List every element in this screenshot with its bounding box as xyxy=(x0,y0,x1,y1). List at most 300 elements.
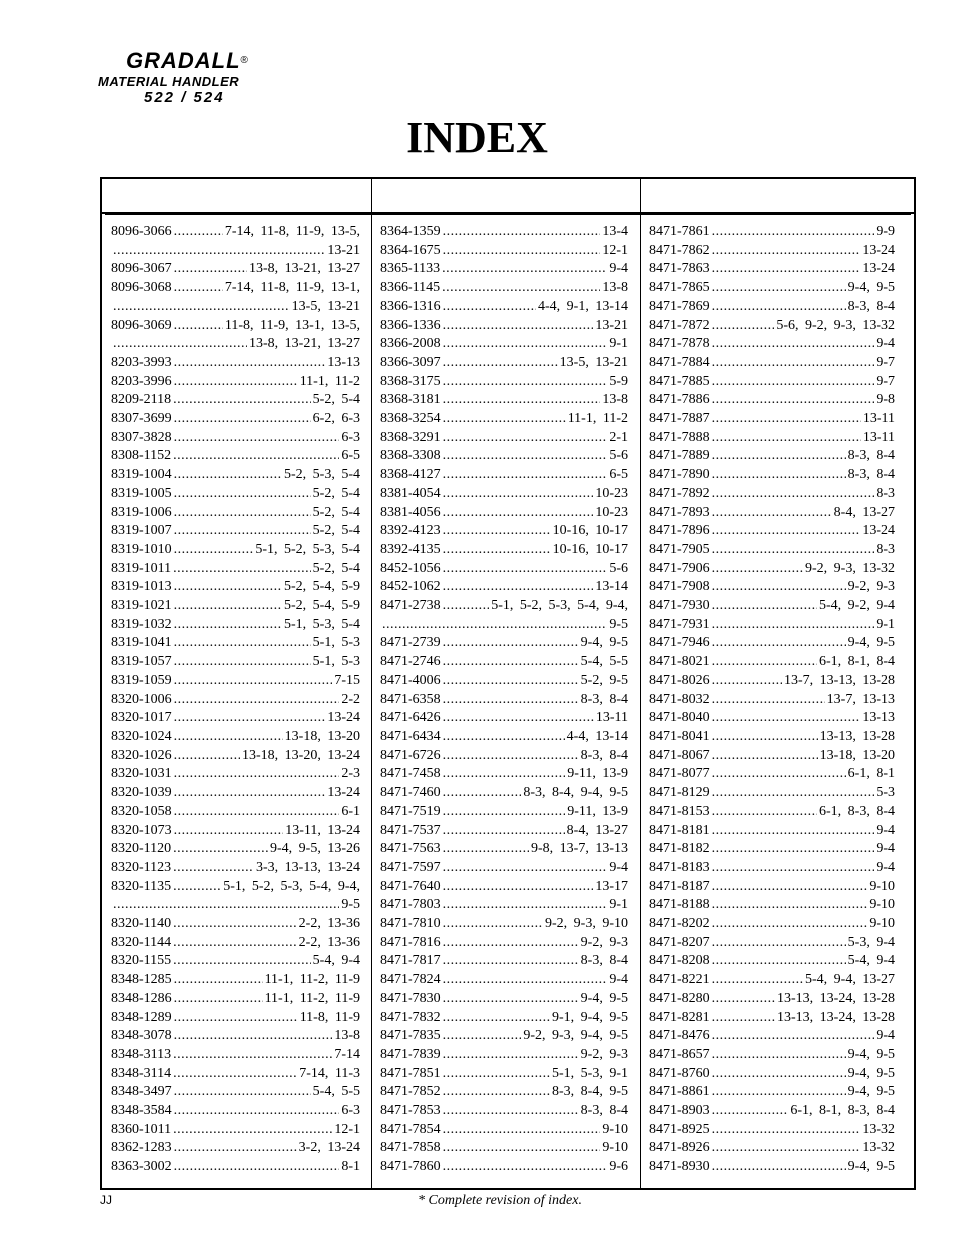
dot-leader xyxy=(712,616,875,635)
part-number: 8452-1062 xyxy=(380,579,441,595)
part-number: 8096-3069 xyxy=(111,317,172,333)
index-entry xyxy=(649,896,895,915)
page-references: 11-1, 11-2 xyxy=(299,373,360,389)
dot-leader xyxy=(712,541,875,560)
part-number: 8319-1007 xyxy=(111,523,172,539)
dot-leader xyxy=(712,317,775,336)
dot-leader xyxy=(443,934,579,953)
part-number: 8471-8077 xyxy=(649,766,710,782)
part-number: 8471-7858 xyxy=(380,1140,441,1156)
page-references: 5-9 xyxy=(609,373,628,389)
index-entry xyxy=(649,1139,895,1158)
dot-leader xyxy=(443,1139,601,1158)
dot-leader xyxy=(443,410,566,429)
part-number: 8471-7597 xyxy=(380,859,441,875)
index-entry xyxy=(380,410,628,429)
index-entry xyxy=(111,747,360,766)
index-entry xyxy=(649,784,895,803)
index-entry xyxy=(380,1027,628,1046)
page-references: 8-1 xyxy=(341,1159,360,1175)
index-entry xyxy=(111,597,360,616)
part-number: 8471-8280 xyxy=(649,990,710,1006)
dot-leader xyxy=(443,223,601,242)
dot-leader xyxy=(712,1139,861,1158)
part-number: 8348-3584 xyxy=(111,1103,172,1119)
page-references: 9-6 xyxy=(609,1159,628,1175)
dot-leader xyxy=(174,803,340,822)
index-entry xyxy=(111,485,360,504)
index-entry xyxy=(111,840,360,859)
dot-leader xyxy=(174,1139,297,1158)
dot-leader xyxy=(443,672,579,691)
index-entry xyxy=(380,560,628,579)
page-references: 13-24 xyxy=(327,785,360,801)
page-references: 5-2, 5-4, 5-9 xyxy=(284,579,360,595)
page-references: 6-1, 8-1 xyxy=(847,766,895,782)
index-entry xyxy=(649,354,895,373)
part-number: 8368-4127 xyxy=(380,467,441,483)
part-number: 8366-3097 xyxy=(380,354,441,370)
index-entry xyxy=(111,1027,360,1046)
index-entry xyxy=(111,298,360,317)
page-references: 8-3, 8-4 xyxy=(580,691,628,707)
index-entry xyxy=(111,560,360,579)
dot-leader xyxy=(712,822,875,841)
part-number: 8471-8207 xyxy=(649,934,710,950)
page-references: 5-3, 9-4 xyxy=(847,934,895,950)
part-number: 8471-6358 xyxy=(380,691,441,707)
dot-leader xyxy=(173,447,339,466)
part-number: 8471-7852 xyxy=(380,1084,441,1100)
dot-leader xyxy=(174,990,263,1009)
index-column-1 xyxy=(111,223,360,1177)
page-references: 5-6 xyxy=(609,560,628,576)
part-number: 8348-1285 xyxy=(111,972,172,988)
page-references: 2-1 xyxy=(609,429,628,445)
page-references: 13-24 xyxy=(327,710,360,726)
page-title: INDEX xyxy=(406,113,548,162)
index-entry xyxy=(380,1102,628,1121)
page-references: 7-14, 11-8, 11-9, 13-5, xyxy=(224,224,360,239)
page-references: 5-6 xyxy=(609,448,628,464)
page-references: 4-4, 13-14 xyxy=(566,728,628,744)
dot-leader xyxy=(443,971,608,990)
page-references: 9-4, 9-5, 13-26 xyxy=(270,841,360,857)
index-entry xyxy=(380,279,628,298)
dot-leader xyxy=(443,242,601,261)
dot-leader xyxy=(174,634,311,653)
page-references: 4-4, 9-1, 13-14 xyxy=(538,298,628,314)
page-references: 5-4, 5-5 xyxy=(312,1084,360,1100)
part-number: 8348-1286 xyxy=(111,990,172,1006)
part-number: 8471-8153 xyxy=(649,803,710,819)
part-number: 8471-8026 xyxy=(649,672,710,688)
index-entry xyxy=(380,952,628,971)
dot-leader xyxy=(443,859,608,878)
page-references: 13-13, 13-28 xyxy=(819,728,895,744)
index-entry xyxy=(111,915,360,934)
part-number: 8471-7839 xyxy=(380,1046,441,1062)
page-references: 13-13 xyxy=(327,354,360,370)
page-references: 9-4 xyxy=(876,822,895,838)
dot-leader xyxy=(173,934,297,953)
dot-leader xyxy=(443,822,565,841)
index-entry xyxy=(649,1121,895,1140)
page-references: 5-2, 5-4 xyxy=(312,392,360,408)
dot-leader xyxy=(712,279,846,298)
page-references: 6-3 xyxy=(341,429,360,445)
page-references: 5-2, 5-4 xyxy=(312,523,360,539)
part-number: 8471-7908 xyxy=(649,579,710,595)
page-references: 6-1, 8-1, 8-3, 8-4 xyxy=(790,1103,895,1119)
dot-leader xyxy=(712,1046,846,1065)
page-references: 8-4, 13-27 xyxy=(833,504,895,520)
dot-leader xyxy=(712,560,803,579)
dot-leader xyxy=(712,447,846,466)
index-entry xyxy=(111,634,360,653)
part-number: 8471-7640 xyxy=(380,878,441,894)
part-number: 8319-1013 xyxy=(111,579,172,595)
page-references: 9-4, 9-5 xyxy=(580,635,628,651)
dot-leader xyxy=(443,691,579,710)
dot-leader xyxy=(173,878,221,897)
index-entry xyxy=(111,990,360,1009)
dot-leader xyxy=(174,373,298,392)
dot-leader xyxy=(443,1046,579,1065)
page-references: 13-8, 13-21, 13-27 xyxy=(249,336,360,352)
page-references: 11-1, 11-2, 11-9 xyxy=(264,990,360,1006)
part-number: 8471-7824 xyxy=(380,972,441,988)
page-references: 9-1, 9-4, 9-5 xyxy=(552,1009,628,1025)
index-entry xyxy=(380,578,628,597)
header-rule xyxy=(105,214,911,215)
dot-leader xyxy=(443,1065,550,1084)
page-references: 9-7 xyxy=(876,354,895,370)
dot-leader xyxy=(443,728,565,747)
page-references: 13-5, 13-21 xyxy=(291,298,360,314)
index-entry xyxy=(380,354,628,373)
page-references: 8-4, 13-27 xyxy=(566,822,628,838)
dot-leader xyxy=(712,1009,775,1028)
page-references: 9-4 xyxy=(609,261,628,277)
part-number: 8319-1005 xyxy=(111,485,172,501)
index-entry xyxy=(380,447,628,466)
part-number: 8381-4054 xyxy=(380,485,441,501)
dot-leader xyxy=(443,578,594,597)
dot-leader xyxy=(443,298,536,317)
part-number: 8471-7460 xyxy=(380,785,441,801)
index-entry xyxy=(111,1102,360,1121)
part-number: 8471-7886 xyxy=(649,392,710,408)
part-number: 8471-8129 xyxy=(649,785,710,801)
index-entry xyxy=(649,541,895,560)
part-number: 8471-8476 xyxy=(649,1028,710,1044)
page-references: 2-2, 13-36 xyxy=(298,934,360,950)
index-entry xyxy=(380,223,628,242)
page-references: 9-4 xyxy=(876,336,895,352)
part-number: 8319-1057 xyxy=(111,654,172,670)
index-entry xyxy=(649,1102,895,1121)
index-entry xyxy=(111,934,360,953)
index-entry xyxy=(111,1139,360,1158)
dot-leader xyxy=(712,728,818,747)
page-references: 7-14 xyxy=(334,1046,360,1062)
dot-leader xyxy=(174,354,326,373)
logo-model: 522 / 524 xyxy=(144,89,225,106)
index-entry xyxy=(649,447,895,466)
dot-leader xyxy=(712,747,818,766)
part-number: 8471-2738 xyxy=(380,598,441,614)
page-references: 8-3, 8-4, 9-4, 9-5 xyxy=(523,785,628,801)
part-number: 8348-3497 xyxy=(111,1084,172,1100)
page-references: 9-8, 13-7, 13-13 xyxy=(531,841,628,857)
dot-leader xyxy=(712,634,846,653)
part-number: 8320-1120 xyxy=(111,841,172,857)
dot-leader xyxy=(443,522,551,541)
page-references: 8-3, 8-4 xyxy=(847,467,895,483)
part-number: 8471-8181 xyxy=(649,822,710,838)
dot-leader xyxy=(443,317,594,336)
page-references: 13-8 xyxy=(334,1028,360,1044)
index-entry xyxy=(111,242,360,261)
index-entry xyxy=(380,317,628,336)
gradall-logo xyxy=(98,50,298,106)
page-references: 8-3 xyxy=(876,541,895,557)
page-references: 13-8, 13-21, 13-27 xyxy=(249,261,360,277)
page-references: 13-18, 13-20 xyxy=(284,728,360,744)
part-number: 8471-7816 xyxy=(380,934,441,950)
part-number: 8319-1021 xyxy=(111,598,172,614)
part-number: 8307-3699 xyxy=(111,411,172,427)
index-entry xyxy=(380,653,628,672)
part-number: 8471-8760 xyxy=(649,1065,710,1081)
page-references: 7-14, 11-3 xyxy=(299,1065,360,1081)
dot-leader xyxy=(174,709,326,728)
page-references: 13-32 xyxy=(862,1140,895,1156)
page-references: 12-1 xyxy=(602,242,628,258)
part-number: 8348-1289 xyxy=(111,1009,172,1025)
page-references: 7-15 xyxy=(334,672,360,688)
page-references: 13-18, 13-20 xyxy=(819,747,895,763)
part-number: 8368-3291 xyxy=(380,429,441,445)
dot-leader xyxy=(174,784,326,803)
part-number: 8364-1675 xyxy=(380,242,441,258)
page-references: 13-18, 13-20, 13-24 xyxy=(242,747,360,763)
index-entry xyxy=(111,447,360,466)
dot-leader xyxy=(382,616,607,635)
part-number: 8320-1006 xyxy=(111,691,172,707)
dot-leader xyxy=(174,522,311,541)
page-references: 9-11, 13-9 xyxy=(567,803,628,819)
page-references: 9-4, 9-5 xyxy=(847,635,895,651)
page-references: 6-2, 6-3 xyxy=(312,411,360,427)
dot-leader xyxy=(113,298,290,317)
index-entry xyxy=(111,709,360,728)
index-entry xyxy=(111,429,360,448)
page-references: 10-23 xyxy=(595,485,628,501)
part-number: 8348-3078 xyxy=(111,1028,172,1044)
dot-leader xyxy=(712,990,775,1009)
index-entry xyxy=(649,1065,895,1084)
dot-leader xyxy=(712,485,875,504)
page-references: 10-16, 10-17 xyxy=(552,541,628,557)
part-number: 8471-7931 xyxy=(649,616,710,632)
index-entry xyxy=(380,373,628,392)
dot-leader xyxy=(443,709,594,728)
page-references: 8-3 xyxy=(876,485,895,501)
part-number: 8320-1123 xyxy=(111,859,172,875)
index-entry xyxy=(380,634,628,653)
page-references: 11-8, 11-9, 13-1, 13-5, xyxy=(224,317,360,333)
part-number: 8471-7946 xyxy=(649,635,710,651)
part-number: 8452-1056 xyxy=(380,560,441,576)
part-number: 8471-8187 xyxy=(649,878,710,894)
index-entry xyxy=(380,1009,628,1028)
part-number: 8308-1152 xyxy=(111,448,172,464)
page-references: 9-10 xyxy=(869,878,895,894)
index-entry xyxy=(649,504,895,523)
page-references: 5-2, 9-5 xyxy=(580,672,628,688)
part-number: 8471-7872 xyxy=(649,317,710,333)
index-entry xyxy=(649,765,895,784)
dot-leader xyxy=(174,728,283,747)
dot-leader xyxy=(712,354,875,373)
page-references: 13-11 xyxy=(595,710,628,726)
part-number: 8320-1031 xyxy=(111,766,172,782)
index-entry xyxy=(111,859,360,878)
part-number: 8320-1058 xyxy=(111,803,172,819)
page-references: 9-10 xyxy=(602,1121,628,1137)
index-entry xyxy=(649,1009,895,1028)
dot-leader xyxy=(712,1102,789,1121)
index-entry xyxy=(649,597,895,616)
dot-leader xyxy=(443,952,579,971)
dot-leader xyxy=(712,335,875,354)
index-entry xyxy=(649,747,895,766)
part-number: 8320-1026 xyxy=(111,747,172,763)
index-entry xyxy=(380,934,628,953)
part-number: 8471-8021 xyxy=(649,654,710,670)
page-references: 9-11, 13-9 xyxy=(567,766,628,782)
index-entry xyxy=(111,896,360,915)
part-number: 8471-8930 xyxy=(649,1159,710,1175)
dot-leader xyxy=(712,971,803,990)
index-entry xyxy=(649,653,895,672)
dot-leader xyxy=(174,541,254,560)
part-number: 8365-1133 xyxy=(380,261,441,277)
index-entry xyxy=(111,878,360,897)
page-references: 9-1 xyxy=(609,897,628,913)
part-number: 8471-8183 xyxy=(649,859,710,875)
index-entry xyxy=(380,522,628,541)
index-entry xyxy=(649,878,895,897)
page-references: 3-2, 13-24 xyxy=(298,1140,360,1156)
part-number: 8471-7865 xyxy=(649,280,710,296)
page-references: 9-1 xyxy=(609,336,628,352)
page-references: 5-4, 9-4 xyxy=(312,953,360,969)
part-number: 8471-7906 xyxy=(649,560,710,576)
index-entry xyxy=(649,335,895,354)
page-references: 13-8 xyxy=(602,392,628,408)
index-entry xyxy=(111,616,360,635)
part-number: 8320-1024 xyxy=(111,728,172,744)
dot-leader xyxy=(174,1158,340,1177)
page-references: 9-2, 9-3, 13-32 xyxy=(805,560,895,576)
index-entry xyxy=(649,429,895,448)
part-number: 8320-1073 xyxy=(111,822,172,838)
part-number: 8471-8182 xyxy=(649,841,710,857)
table-header-band xyxy=(102,179,914,214)
dot-leader xyxy=(443,541,551,560)
part-number: 8363-3002 xyxy=(111,1159,172,1175)
part-number: 8471-7803 xyxy=(380,897,441,913)
dot-leader xyxy=(443,466,608,485)
index-entry xyxy=(111,653,360,672)
page-references: 9-4, 9-5 xyxy=(580,990,628,1006)
page-references: 5-1, 5-3 xyxy=(312,635,360,651)
index-entry xyxy=(111,279,360,298)
index-entry xyxy=(380,672,628,691)
index-column-2 xyxy=(380,223,628,1177)
part-number: 8471-8861 xyxy=(649,1084,710,1100)
dot-leader xyxy=(442,260,607,279)
page-references: 10-23 xyxy=(595,504,628,520)
part-number: 8471-7890 xyxy=(649,467,710,483)
index-entry xyxy=(380,822,628,841)
dot-leader xyxy=(174,578,282,597)
part-number: 8319-1041 xyxy=(111,635,172,651)
part-number: 8366-1336 xyxy=(380,317,441,333)
dot-leader xyxy=(712,653,817,672)
dot-leader xyxy=(712,878,868,897)
dot-leader xyxy=(442,279,600,298)
index-entry xyxy=(380,1158,628,1177)
page-references: 9-5 xyxy=(609,616,628,632)
dot-leader xyxy=(443,990,579,1009)
index-entry xyxy=(111,410,360,429)
index-entry xyxy=(649,317,895,336)
index-entry xyxy=(111,317,360,336)
index-entry xyxy=(649,616,895,635)
index-entry xyxy=(111,784,360,803)
index-entry xyxy=(649,466,895,485)
page-references: 9-4, 9-5 xyxy=(847,1084,895,1100)
page-references: 13-13 xyxy=(862,710,895,726)
page-references: 5-6, 9-2, 9-3, 13-32 xyxy=(776,317,895,333)
page-references: 5-4, 5-5 xyxy=(580,654,628,670)
page-references: 5-1, 5-2, 5-3, 5-4, 9-4, xyxy=(223,878,360,894)
part-number: 8471-7854 xyxy=(380,1121,441,1137)
index-entry xyxy=(380,597,628,616)
dot-leader xyxy=(174,1083,311,1102)
part-number: 8471-8188 xyxy=(649,897,710,913)
index-entry xyxy=(111,541,360,560)
index-entry xyxy=(111,335,360,354)
part-number: 8320-1144 xyxy=(111,934,172,950)
index-entry xyxy=(111,672,360,691)
index-column-3 xyxy=(649,223,895,1177)
index-entry xyxy=(380,242,628,261)
logo-brand: GRADALL® xyxy=(126,48,249,73)
page-references: 5-4, 9-2, 9-4 xyxy=(819,598,895,614)
index-entry xyxy=(380,859,628,878)
page-references: 13-17 xyxy=(595,878,628,894)
dot-leader xyxy=(173,560,311,579)
index-entry xyxy=(380,1121,628,1140)
dot-leader xyxy=(113,896,339,915)
part-number: 8360-1011 xyxy=(111,1121,172,1137)
index-entry xyxy=(111,260,360,279)
